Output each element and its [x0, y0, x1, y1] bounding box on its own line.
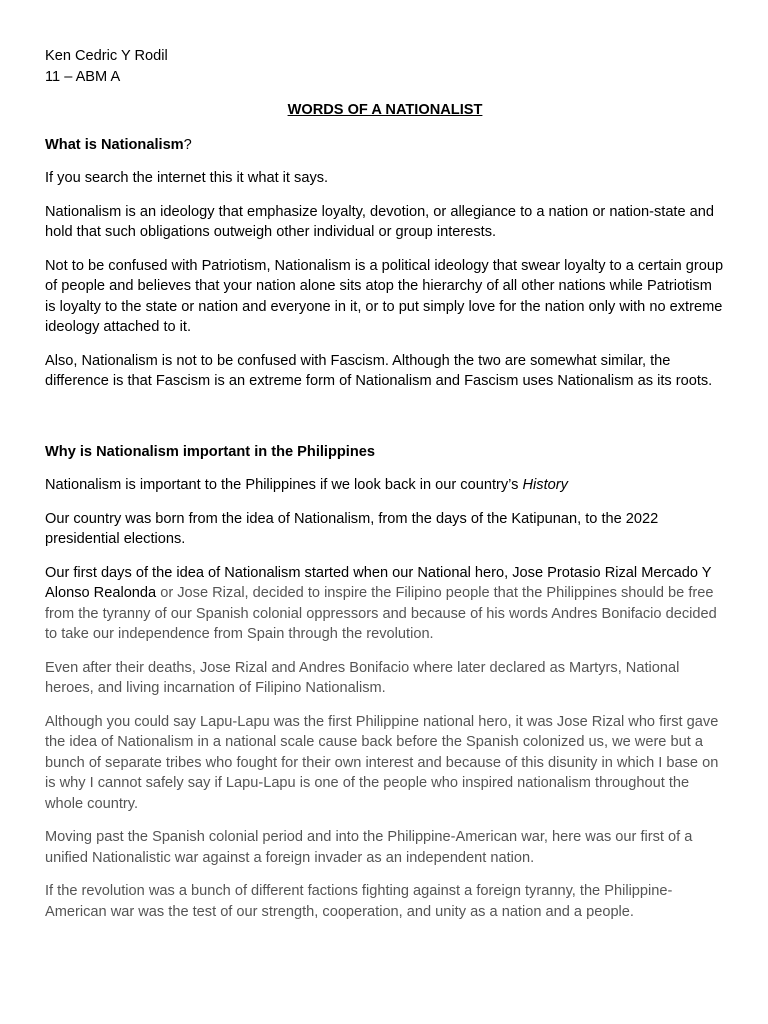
document-page: [45, 46, 725, 922]
section1-heading: [45, 135, 725, 156]
paragraph: Although you could say Lapu-Lapu was the first Philippine national hero, it was Jose Rizal who first gave the idea of Nationalism in a national scale cause back before the Spanish colonized us, we were but a bunch of separate tribes who fought for their own interest and because of this disunity in which I base on is why I cannot safely say if Lapu-Lapu is one of the people who inspired nationalism throughout the whole country.: [45, 713, 719, 812]
author-block: [45, 46, 725, 87]
author-section: 11 – ABM A: [45, 68, 121, 85]
section1-heading-text: What is Nationalism: [45, 136, 184, 153]
author-name: Ken Cedric Y Rodil: [45, 48, 168, 64]
paragraph: Moving past the Spanish colonial period and into the Philippine-American war, here was our first of a unified Nationalistic war against a foreign invader as an independent nation.: [45, 829, 693, 866]
paragraph: Not to be confused with Patriotism, Nationalism is a political ideology that swear loyalty to a certain group of people and believes that your nation alone sits atop the hierarchy of all other nations while Patriotism is loyalty to the state or nation and everyone in it, or to put simply love for the nation only with no extreme ideology attached to it.: [45, 257, 724, 335]
paragraph: [45, 475, 725, 496]
document-title: WORDS OF A NATIONALIST: [287, 102, 483, 118]
paragraph: If the revolution was a bunch of different factions fighting against a foreign tyranny, the Philippine-American war was the test of our strength, cooperation, and unity as a nation and a people.: [45, 883, 673, 920]
spacer: [45, 392, 725, 428]
paragraph: Also, Nationalism is not to be confused with Fascism. Although the two are somewhat similar, the difference is that Fascism is an extreme form of Nationalism and Fascism uses Nationalism as its roots.: [45, 352, 713, 389]
paragraph: Even after their deaths, Jose Rizal and Andres Bonifacio where later declared as Martyrs, National heroes, and living incarnation of Filipino Nationalism.: [45, 659, 680, 696]
paragraph-text: Nationalism is important to the Philippines if we look back in our country’s: [45, 477, 523, 493]
section1-heading-mark: ?: [183, 136, 192, 153]
paragraph: Nationalism is an ideology that emphasize loyalty, devotion, or allegiance to a nation or nation-state and hold that such obligations outweigh other individual or group interests.: [45, 203, 715, 240]
paragraph: Our country was born from the idea of Nationalism, from the days of the Katipunan, to the 2022 presidential elections.: [45, 510, 659, 547]
section2-heading: Why is Nationalism important in the Philippines: [45, 443, 376, 460]
paragraph: [45, 563, 725, 645]
paragraph-text-dark: Our first days of the idea of Nationalism started when our National hero, Jose Protasio Rizal Mercado Y Alonso Realonda: [45, 564, 712, 601]
paragraph: If you search the internet this it what it says.: [45, 170, 329, 186]
paragraph-text-gray: or Jose Rizal, decided to inspire the Filipino people that the Philippines should be free from the tyranny of our Spanish colonial oppressors and because of his words Andres Bonifacio decided to take our independence from Spain through the revolution.: [45, 585, 717, 642]
paragraph-italic-text: History: [522, 477, 568, 493]
